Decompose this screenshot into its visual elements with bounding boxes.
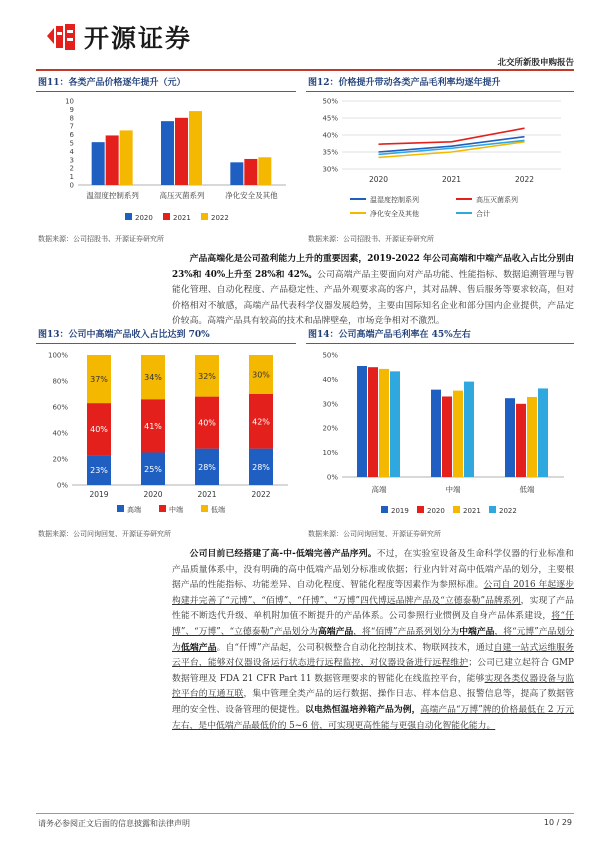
fig13-data-label: 42% — [252, 417, 270, 427]
fig13-y-tick: 100% — [47, 351, 68, 360]
fig11-bar — [244, 159, 257, 185]
fig14-bar — [505, 398, 515, 477]
fig14-legend-label: 2022 — [499, 507, 517, 515]
fig11-y-tick: 7 — [69, 122, 74, 131]
fig11-bar — [230, 162, 243, 185]
fig11-y-tick: 10 — [65, 97, 74, 106]
p2-text-5: ，集中管理全类产品的运行数据、操作日志、样本信息、报警信息等，提高了数据管理的安全性、设备管理的便捷性。 — [172, 689, 574, 715]
fig11-y-tick: 3 — [69, 156, 74, 165]
fig14-bar — [379, 369, 389, 477]
fig14-legend-swatch — [453, 506, 460, 513]
fig14-chart — [306, 347, 574, 521]
fig11-x-tick: 净化安全及其他 — [225, 191, 278, 200]
fig13-y-tick: 60% — [52, 403, 68, 412]
fig11-x-tick: 高压灭菌系列 — [159, 191, 205, 200]
fig13-x-tick: 2022 — [251, 490, 271, 499]
fig13-data-label: 41% — [144, 421, 162, 431]
p2-bold-example: 以电热恒温培养箱产品为例， — [305, 704, 421, 715]
p2-text-3: 。自“仟博”产品起，公司积极整合自动化控制技术、物联网技术，通过 — [216, 642, 494, 653]
fig12-x-tick: 2020 — [368, 175, 389, 184]
fig13-legend-swatch — [159, 505, 166, 512]
p2-bold-low: 低端产品 — [180, 642, 217, 653]
fig14-y-tick: 10% — [322, 449, 338, 458]
fig14-bar — [527, 397, 537, 477]
fig12-chart — [306, 95, 574, 227]
paragraph-high-end — [172, 252, 574, 330]
fig13-data-label: 34% — [144, 373, 162, 383]
fig14-bar — [390, 371, 400, 477]
fig14-legend-label: 2021 — [463, 507, 481, 515]
paragraph-product-series — [172, 547, 574, 734]
fig14-bar — [357, 366, 367, 477]
fig12-source: 数据来源：公司招股书、开源证券研究所 — [308, 235, 434, 243]
fig13-y-tick: 0% — [56, 481, 68, 490]
fig14-legend-swatch — [417, 506, 424, 513]
fig11-y-tick: 2 — [69, 164, 74, 173]
header-rule — [36, 69, 574, 71]
fig11-bar — [161, 121, 174, 185]
fig11-source: 数据来源：公司招股书、开源证券研究所 — [38, 235, 164, 243]
p2-bold-mid: 中端产品 — [459, 626, 495, 637]
fig11-bar — [106, 135, 119, 185]
p2-text-2: ，实现了产品性能不断迭代升级、单机附加值不断提升的产品体系。公司参照行业惯例及自身产品体系建设， — [172, 595, 574, 622]
fig11-x-tick: 温湿度控制系列 — [86, 191, 139, 200]
p2-text-4: ；公司已建立起符合 GMP 数据管理及 FDA 21 CFR Part 11 数据管理要求的智能化在线监控平台，能够 — [172, 658, 574, 684]
fig12-title: 图12：价格提升带动各类产品毛利率均逐年提升 — [306, 75, 574, 92]
fig14-bar — [464, 382, 474, 477]
p2-bold-high: 高端产品 — [317, 626, 354, 637]
fig12-legend-label: 净化安全及其他 — [370, 210, 419, 218]
p2-underline-4: 实现各类仪器设备与监控平台的互通互联 — [172, 673, 574, 700]
fig13-y-tick: 80% — [52, 377, 68, 386]
company-logo — [44, 20, 192, 54]
fig11-legend-label: 2021 — [173, 214, 191, 222]
fig14-x-tick: 高端 — [371, 485, 387, 494]
fig13-data-label: 40% — [90, 425, 108, 435]
p2-underline-2: 将“仟博”、“万博”、“立德泰勒”产品划分为 — [172, 611, 574, 637]
page-number: 10 / 29 — [543, 818, 572, 827]
fig11-y-tick: 1 — [69, 173, 74, 182]
fig13-data-label: 30% — [252, 370, 270, 380]
fig13-chart — [36, 347, 296, 521]
fig13-data-label: 23% — [90, 466, 108, 476]
fig11-y-tick: 9 — [69, 105, 74, 114]
fig14-legend-label: 2019 — [391, 507, 409, 515]
fig13-y-tick: 40% — [52, 429, 68, 438]
fig14-bar — [431, 390, 441, 477]
fig12-y-tick: 30% — [322, 165, 338, 174]
fig11-bar — [189, 111, 202, 185]
fig14-legend-swatch — [489, 506, 496, 513]
p2-lead: 公司目前已经搭建了高-中-低端完善产品序列。 — [189, 549, 377, 559]
fig13-data-label: 40% — [198, 418, 216, 428]
fig13-legend-label: 低端 — [211, 506, 225, 514]
fig14-y-tick: 0% — [326, 473, 338, 482]
fig11-y-tick: 0 — [69, 181, 74, 190]
p2-text-1: 不过，在实验室设备及生命科学仪器的行业标准和产品质量体系中，没有明确的高中低端产品划分标准或依据；行业内针对高中低端产品的划分，主要根据产品的性能指标、功能差异、自动化程度、智能化程度等因素作为参照标准。 — [172, 549, 574, 591]
fig12-y-tick: 50% — [322, 97, 338, 106]
fig12-legend-label: 高压灭菌系列 — [476, 196, 518, 204]
fig11-y-tick: 8 — [69, 114, 74, 123]
fig11-bar — [120, 130, 133, 185]
fig12-x-tick: 2021 — [441, 175, 462, 184]
fig11-legend-swatch — [201, 213, 208, 220]
fig14-y-tick: 50% — [322, 351, 338, 360]
report-type: 北交所新股申购报告 — [497, 58, 574, 68]
fig14-x-tick: 中端 — [445, 485, 461, 494]
fig14-legend-label: 2020 — [427, 507, 445, 515]
fig13-data-label: 28% — [252, 462, 270, 472]
logo-mark-icon — [44, 22, 78, 52]
paragraph-high-end-lead: 产品高端化是公司盈利能力上升的重要因素，2019-2022 年公司高端和中端产品收入占比分别由 23%和 40%上升至 28%和 42%。 — [172, 254, 574, 280]
fig11-bar — [92, 142, 105, 185]
logo-text: 开源证券 — [84, 24, 193, 53]
p2-underline-3: 自建一站式运维服务云平台，能够对仪器设备运行状态进行远程监控，对仪器设备进行远程维护 — [172, 642, 574, 669]
fig13-data-label: 25% — [144, 464, 162, 474]
fig12-y-tick: 45% — [322, 114, 338, 123]
fig11-bar — [175, 118, 188, 185]
fig11-legend-label: 2020 — [135, 214, 153, 222]
fig14-bar — [368, 367, 378, 477]
fig13-legend-label: 高端 — [127, 506, 141, 514]
fig14-bar — [442, 396, 452, 477]
fig12-series-line — [379, 128, 525, 144]
fig11-title: 图11：各类产品价格逐年提升（元） — [36, 75, 296, 92]
fig11-y-tick: 6 — [69, 131, 74, 140]
p2-text-2b: ，将“佰博”产品系列划分为 — [353, 626, 460, 637]
fig11-y-tick: 4 — [69, 147, 74, 156]
footer-disclaimer: 请务必参阅正文后面的信息披露和法律声明 — [38, 819, 190, 828]
p2-underline-5: 高端产品“万博”牌的价格最低在 2 万元左右，是中低端产品最低价的 5~6 倍，可实现更高性能与更强自动化智能化能力。 — [172, 704, 574, 731]
fig12-legend-label: 温湿度控制系列 — [370, 196, 419, 204]
fig13-legend-label: 中端 — [169, 506, 183, 514]
p2-text-2c: ，将“元博”产品划分为 — [172, 626, 574, 653]
fig11-legend-label: 2022 — [211, 214, 229, 222]
fig13-title: 图13：公司中高端产品收入占比达到 70% — [36, 327, 296, 344]
fig11-chart — [36, 95, 296, 227]
fig14-bar — [538, 388, 548, 477]
fig12-y-tick: 35% — [322, 148, 338, 157]
fig14-title: 图14：公司高端产品毛利率在 45%左右 — [306, 327, 574, 344]
fig13-x-tick: 2020 — [143, 490, 163, 499]
fig11-legend-swatch — [163, 213, 170, 220]
fig14-y-tick: 40% — [322, 375, 338, 384]
fig14-bar — [453, 391, 463, 477]
fig14-source: 数据来源：公司问询回复、开源证券研究所 — [308, 530, 441, 538]
fig13-data-label: 37% — [90, 375, 108, 385]
fig14-bar — [516, 404, 526, 477]
footer-rule — [36, 813, 574, 814]
fig14-y-tick: 30% — [322, 400, 338, 409]
fig13-x-tick: 2021 — [197, 490, 217, 499]
fig13-legend-swatch — [117, 505, 124, 512]
fig14-x-tick: 低端 — [519, 485, 535, 494]
fig12-y-tick: 40% — [322, 131, 338, 140]
fig11-legend-swatch — [125, 213, 132, 220]
fig12-x-tick: 2022 — [514, 175, 535, 184]
fig14-y-tick: 20% — [322, 424, 338, 433]
p2-underline-1: 公司自 2016 年起逐步构建并完善了“元博”、“佰博”、“仟博”、“万博”四代博远品牌产品及“立德泰勒”品牌系列 — [172, 580, 574, 606]
fig13-data-label: 28% — [198, 462, 216, 472]
fig11-y-tick: 5 — [69, 139, 74, 148]
fig12-legend-label: 合计 — [476, 210, 490, 218]
fig13-source: 数据来源：公司问询回复、开源证券研究所 — [38, 530, 171, 538]
fig14-legend-swatch — [381, 506, 388, 513]
fig13-data-label: 32% — [198, 371, 216, 381]
fig13-x-tick: 2019 — [89, 490, 109, 499]
paragraph-high-end-body: 公司高端产品主要面向对产品功能、性能指标、数据追溯管理与智能化管理、自动化程度、产品稳定性、产品外观要求高的客户，其对品牌、售后服务等要求较高，但对价格相对不敏感，高端产品代表科学仪器发展趋势，主要由国际知名企业和部分国内企业提供，产品定价较高。高端产品具有较高的技术和品牌壁垒，市场竞争相对不激烈。 — [172, 269, 574, 327]
fig13-y-tick: 20% — [52, 455, 68, 464]
fig13-legend-swatch — [201, 505, 208, 512]
fig11-bar — [258, 157, 271, 185]
